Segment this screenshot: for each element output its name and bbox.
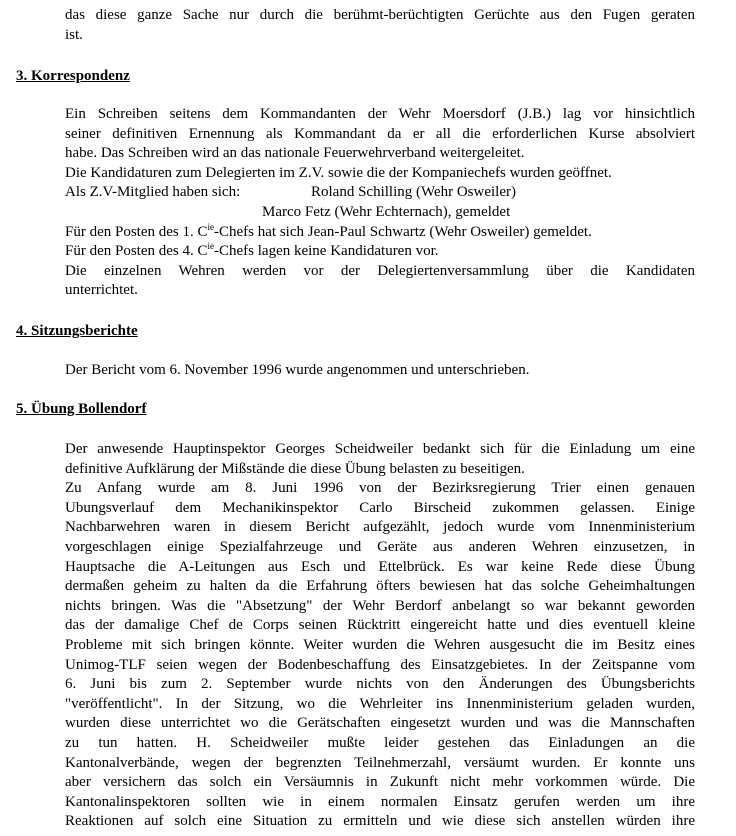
section-5-heading: 5. Übung Bollendorf xyxy=(16,401,147,417)
section-4-heading: 4. Sitzungsberichte xyxy=(16,323,138,339)
text-line: Hauptsache die A-Leitungen aus Esch und Ettelbrück. Es war keine Rede diese Übung xyxy=(65,558,695,575)
text-line: wurden diese unterrichtet wo die Gerätschaften eingesetzt wurden und was die Mannschaften xyxy=(65,715,695,732)
text-line: definitive Aufklärung der Mißstände die diese Übung belasten zu beseitigen. xyxy=(65,460,525,477)
text-line: das diese ganze Sache nur durch die berühmt-berüchtigten Gerüchte aus den Fugen geraten xyxy=(65,7,695,23)
text-line: seiner definitiven Ernennung als Kommandant da er all die erforderlichen Kurse absolviert xyxy=(65,125,695,142)
text-line: unterrichtet. xyxy=(65,282,138,299)
text-line: Kantonalinspektoren sollten wie in einem normalen Einsatz gerufen werden um ihre xyxy=(65,793,695,810)
zv-line xyxy=(65,183,695,203)
text-line: dermaßen geheim zu halten da die Erfahrung öfters bewiesen hat das solche Geheimhaltungen xyxy=(65,578,695,595)
text-line: Ubungsverlauf dem Mechanikinspektor Carlo Birscheid zukommen gelassen. Einige xyxy=(65,499,695,516)
text-line: Unimog-TLF seien wegen der Bodenbeschaffung des Einsatzgebietes. In der Zeitspanne vom xyxy=(65,656,695,673)
text-line: Die Kandidaturen zum Delegierten im Z.V. sowie die der Kompaniechefs wurden geöffnet. xyxy=(65,164,612,181)
section-3-heading: 3. Korrespondenz xyxy=(16,68,130,84)
text-line: ist. xyxy=(65,26,83,43)
text-line: habe. Das Schreiben wird an das nationale Feuerwehrverband weitergeleitet. xyxy=(65,145,525,162)
intro-paragraph xyxy=(65,6,695,45)
text-line: Ein Schreiben seitens dem Kommandanten der Wehr Moersdorf (J.B.) lag vor hinsichtlich xyxy=(65,106,695,122)
text-line: Reaktionen auf solch eine Situation zu ermitteln und wie diese sich anstellen würden ihre xyxy=(65,813,695,830)
text-line: zu tun hatten. H. Scheidweiler mußte leider gestehen das Einladungen an die xyxy=(65,734,695,751)
text-line: 6. Juni bis zum 2. September wurde nichts von den Änderungen des Übungsberichts xyxy=(65,676,695,693)
text-line: "veröffentlicht". In der Sitzung, wo die Wehrleiter ins Innenministerium geladen wurden, xyxy=(65,695,695,712)
text-line: Die einzelnen Wehren werden vor der Delegiertenversammlung über die Kandidaten xyxy=(65,262,695,279)
text-line: Nachbarwehren waren in diesem Bericht aufgezählt, jedoch wurde vom Innenministerium xyxy=(65,519,695,536)
text-line: nichts bringen. Was die "Absetzung" der Wehr Berdorf anbelangt so war bekannt geworden xyxy=(65,597,695,614)
post-1-line: Für den Posten des 1. $C^{ie}$-Chefs hat sich Jean-Paul Schwartz (Wehr Osweiler) gemeldet. xyxy=(65,221,592,240)
zv-name: Roland Schilling (Wehr Osweiler) xyxy=(311,184,516,201)
text-line: Zu Anfang wurde am 8. Juni 1996 von der Bezirksregierung Trier einen genauen xyxy=(65,480,695,497)
post-4-line: Für den Posten des 4. $C^{ie}$-Chefs lagen keine Kandidaturen vor. xyxy=(65,241,439,260)
zv-label: Als Z.V-Mitglied haben sich: xyxy=(65,184,241,201)
text-line: Probleme mit sich bringen könnte. Weiter wurden die Wehren ausgesucht die im Besitz eines xyxy=(65,636,695,653)
text-line: das der damalige Chef de Corps seinen Rücktritt eingereicht hatte und dies eventuell kleine xyxy=(65,617,695,634)
text-line: vorgeschlagen einige Spezialfahrzeuge und Geräte aus anderen Wehren einzusetzen, in xyxy=(65,538,695,555)
text-line: Der anwesende Hauptinspektor Georges Scheidweiler bedankt sich für die Einladung um eine xyxy=(65,441,695,457)
text-line: aber versichern das solch ein Versäumnis in Zukunft nicht mehr vorkommen würde. Die xyxy=(65,774,695,791)
section-3-body xyxy=(65,105,695,301)
zv-name: Marco Fetz (Wehr Echternach), gemeldet xyxy=(262,203,511,220)
text-line: Kantonalverbände, wegen der begrenzten Teilnehmerzahl, versäumt wurden. Er konnte uns xyxy=(65,754,695,771)
text-line: Der Bericht vom 6. November 1996 wurde angenommen und unterschrieben. xyxy=(65,362,530,378)
section-4-body xyxy=(65,361,695,381)
section-5-body xyxy=(65,440,695,832)
